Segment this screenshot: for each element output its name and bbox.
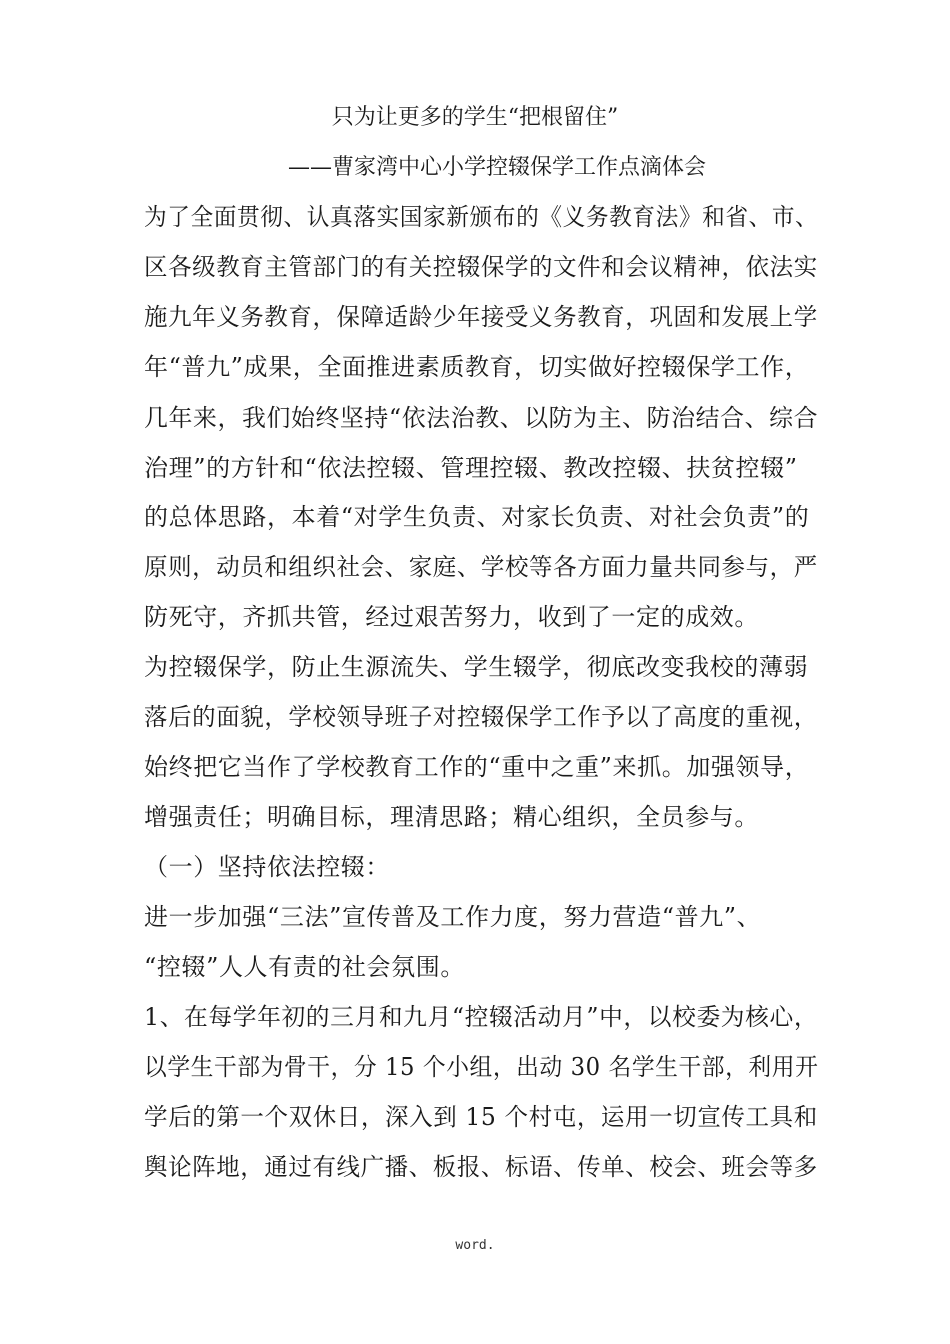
body-line: 为了全面贯彻、认真落实国家新颁布的《义务教育法》和省、市、 [144, 203, 819, 231]
document-subtitle: ——曹家湾中心小学控辍保学工作点滴体会 [287, 155, 706, 180]
page-footer: word. [455, 1238, 495, 1253]
body-line: 治理”的方针和“依法控辍、管理控辍、教改控辍、扶贫控辍” [144, 454, 798, 482]
body-line: 的总体思路，本着“对学生负责、对家长负责、对社会负责”的 [144, 503, 810, 531]
body-line: 始终把它当作了学校教育工作的“重中之重”来抓。加强领导， [144, 753, 810, 781]
body-line: 区各级教育主管部门的有关控辍保学的文件和会议精神，依法实 [144, 253, 818, 281]
body-line: 年“普九”成果，全面推进素质教育，切实做好控辍保学工作， [144, 353, 810, 381]
body-line: 落后的面貌，学校领导班子对控辍保学工作予以了高度的重视， [144, 703, 818, 731]
body-line: 进一步加强“三法”宣传普及工作力度，努力营造“普九”、 [144, 903, 762, 931]
body-line: 舆论阵地，通过有线广播、板报、标语、传单、校会、班会等多 [144, 1153, 818, 1181]
body-line: 学后的第一个双休日，深入到 15 个村屯，运用一切宣传工具和 [144, 1103, 818, 1131]
body-line: 防死守，齐抓共管，经过艰苦努力，收到了一定的成效。 [144, 603, 759, 631]
body-line: 几年来，我们始终坚持“依法治教、以防为主、防治结合、综合 [144, 404, 819, 432]
body-line: 增强责任；明确目标，理清思路；精心组织，全员参与。 [144, 803, 759, 831]
section-heading: （一）坚持依法控辍： [144, 853, 390, 881]
body-line: 1、在每学年初的三月和九月“控辍活动月”中，以校委为核心， [144, 1003, 819, 1031]
body-line: 施九年义务教育，保障适龄少年接受义务教育，巩固和发展上学 [144, 303, 818, 331]
document-title: 只为让更多的学生“把根留住” [331, 105, 619, 130]
body-line: 以学生干部为骨干，分 15 个小组，出动 30 名学生干部，利用开 [144, 1053, 819, 1081]
body-line: 原则，动员和组织社会、家庭、学校等各方面力量共同参与，严 [144, 553, 818, 581]
body-line: “控辍”人人有责的社会氛围。 [144, 953, 465, 981]
body-line: 为控辍保学，防止生源流失、学生辍学，彻底改变我校的薄弱 [144, 653, 809, 681]
